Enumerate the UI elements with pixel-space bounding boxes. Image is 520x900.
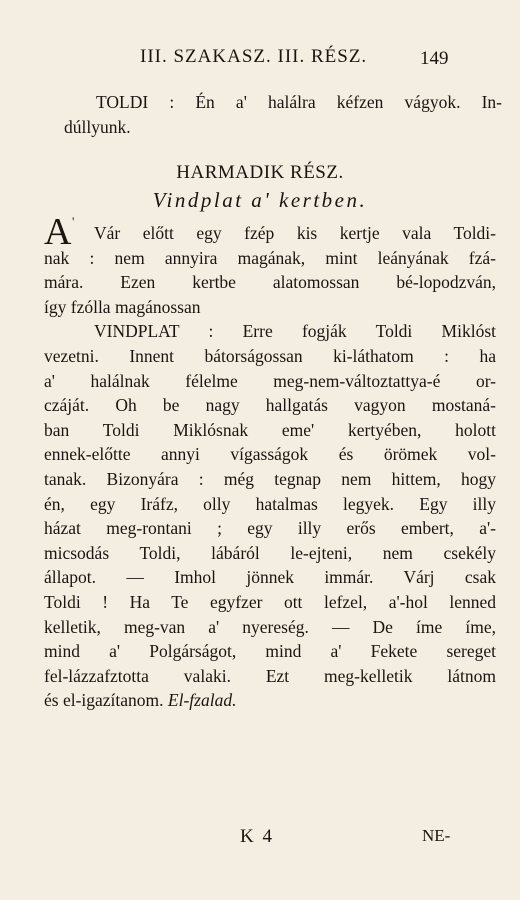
running-head bbox=[0, 46, 520, 74]
text-line: kelletik, meg-van a' nyereség. — De íme íme, bbox=[44, 616, 496, 637]
text-line: én, egy Iráfz, olly hatalmas legyek. Egy illy bbox=[44, 493, 496, 514]
text-line: nak : nem annyira magának, mint leányának fzá- bbox=[44, 247, 496, 268]
text-line: Vár előtt egy fzép kis kertje vala Toldi- bbox=[94, 223, 496, 243]
text-line: állapot. — Imhol jönnek immár. Várj csak bbox=[44, 567, 496, 588]
text-line: ban Toldi Miklósnak eme' kertyében, holott bbox=[44, 419, 496, 440]
page-number: 149 bbox=[420, 48, 449, 69]
text-line: fel-lázzafztotta valaki. Ezt meg-kelletik látnom bbox=[44, 665, 496, 686]
text-line: vezetni. Innent bátorságossan ki-láthatom : ha bbox=[44, 345, 496, 366]
text-line: mára. Ezen kertbe alatomossan bé-lopodzván, bbox=[44, 272, 496, 293]
text-line: dúllyunk. bbox=[64, 116, 131, 137]
scene-body bbox=[44, 221, 496, 713]
final-text: és el-igazítanom. bbox=[44, 690, 164, 711]
text-line: micsodás Toldi, lábáról le-ejteni, nem csekély bbox=[44, 542, 496, 563]
text-line: Toldi ! Ha Te egyfzer ott lefzel, a'-hol lenned bbox=[44, 591, 496, 612]
text-line: tanak. Bizonyára : még tegnap nem hittem, hogy bbox=[44, 468, 496, 489]
text-line: VINDPLAT : Erre fogják Toldi Miklóst bbox=[94, 321, 496, 342]
text-line: mind a' Polgárságot, mind a' Fekete sereget bbox=[44, 641, 496, 662]
text-line: TOLDI : Én a' halálra kéfzen vágyok. In- bbox=[96, 92, 502, 112]
text-line: ennek-előtte annyi vígasságok és örömek vol- bbox=[44, 444, 496, 465]
running-title: III. SZAKASZ. III. RÉSZ. bbox=[140, 46, 368, 67]
text-line: a' halálnak félelme meg-nem-változtattya-é or- bbox=[44, 370, 496, 391]
page-footer bbox=[0, 826, 520, 856]
drop-cap: A bbox=[44, 211, 72, 253]
stage-direction: El-fzalad. bbox=[167, 690, 237, 711]
text-line: czáját. Oh be nagy hallgatás vagyon mostaná- bbox=[44, 395, 496, 416]
drop-cap-apostrophe: ' bbox=[72, 214, 75, 229]
text-line: így fzólla magánossan bbox=[44, 296, 201, 317]
text-line-final bbox=[44, 688, 496, 713]
text-line: házat meg-rontani ; egy illy erős embert, a'- bbox=[44, 518, 496, 539]
catchword: NE- bbox=[422, 826, 451, 845]
closing-dialogue bbox=[64, 90, 502, 139]
signature-mark: K 4 bbox=[240, 826, 274, 847]
section-heading: HARMADIK RÉSZ. bbox=[176, 162, 344, 183]
scene-title: Vindplat a' kertben. bbox=[152, 188, 368, 212]
